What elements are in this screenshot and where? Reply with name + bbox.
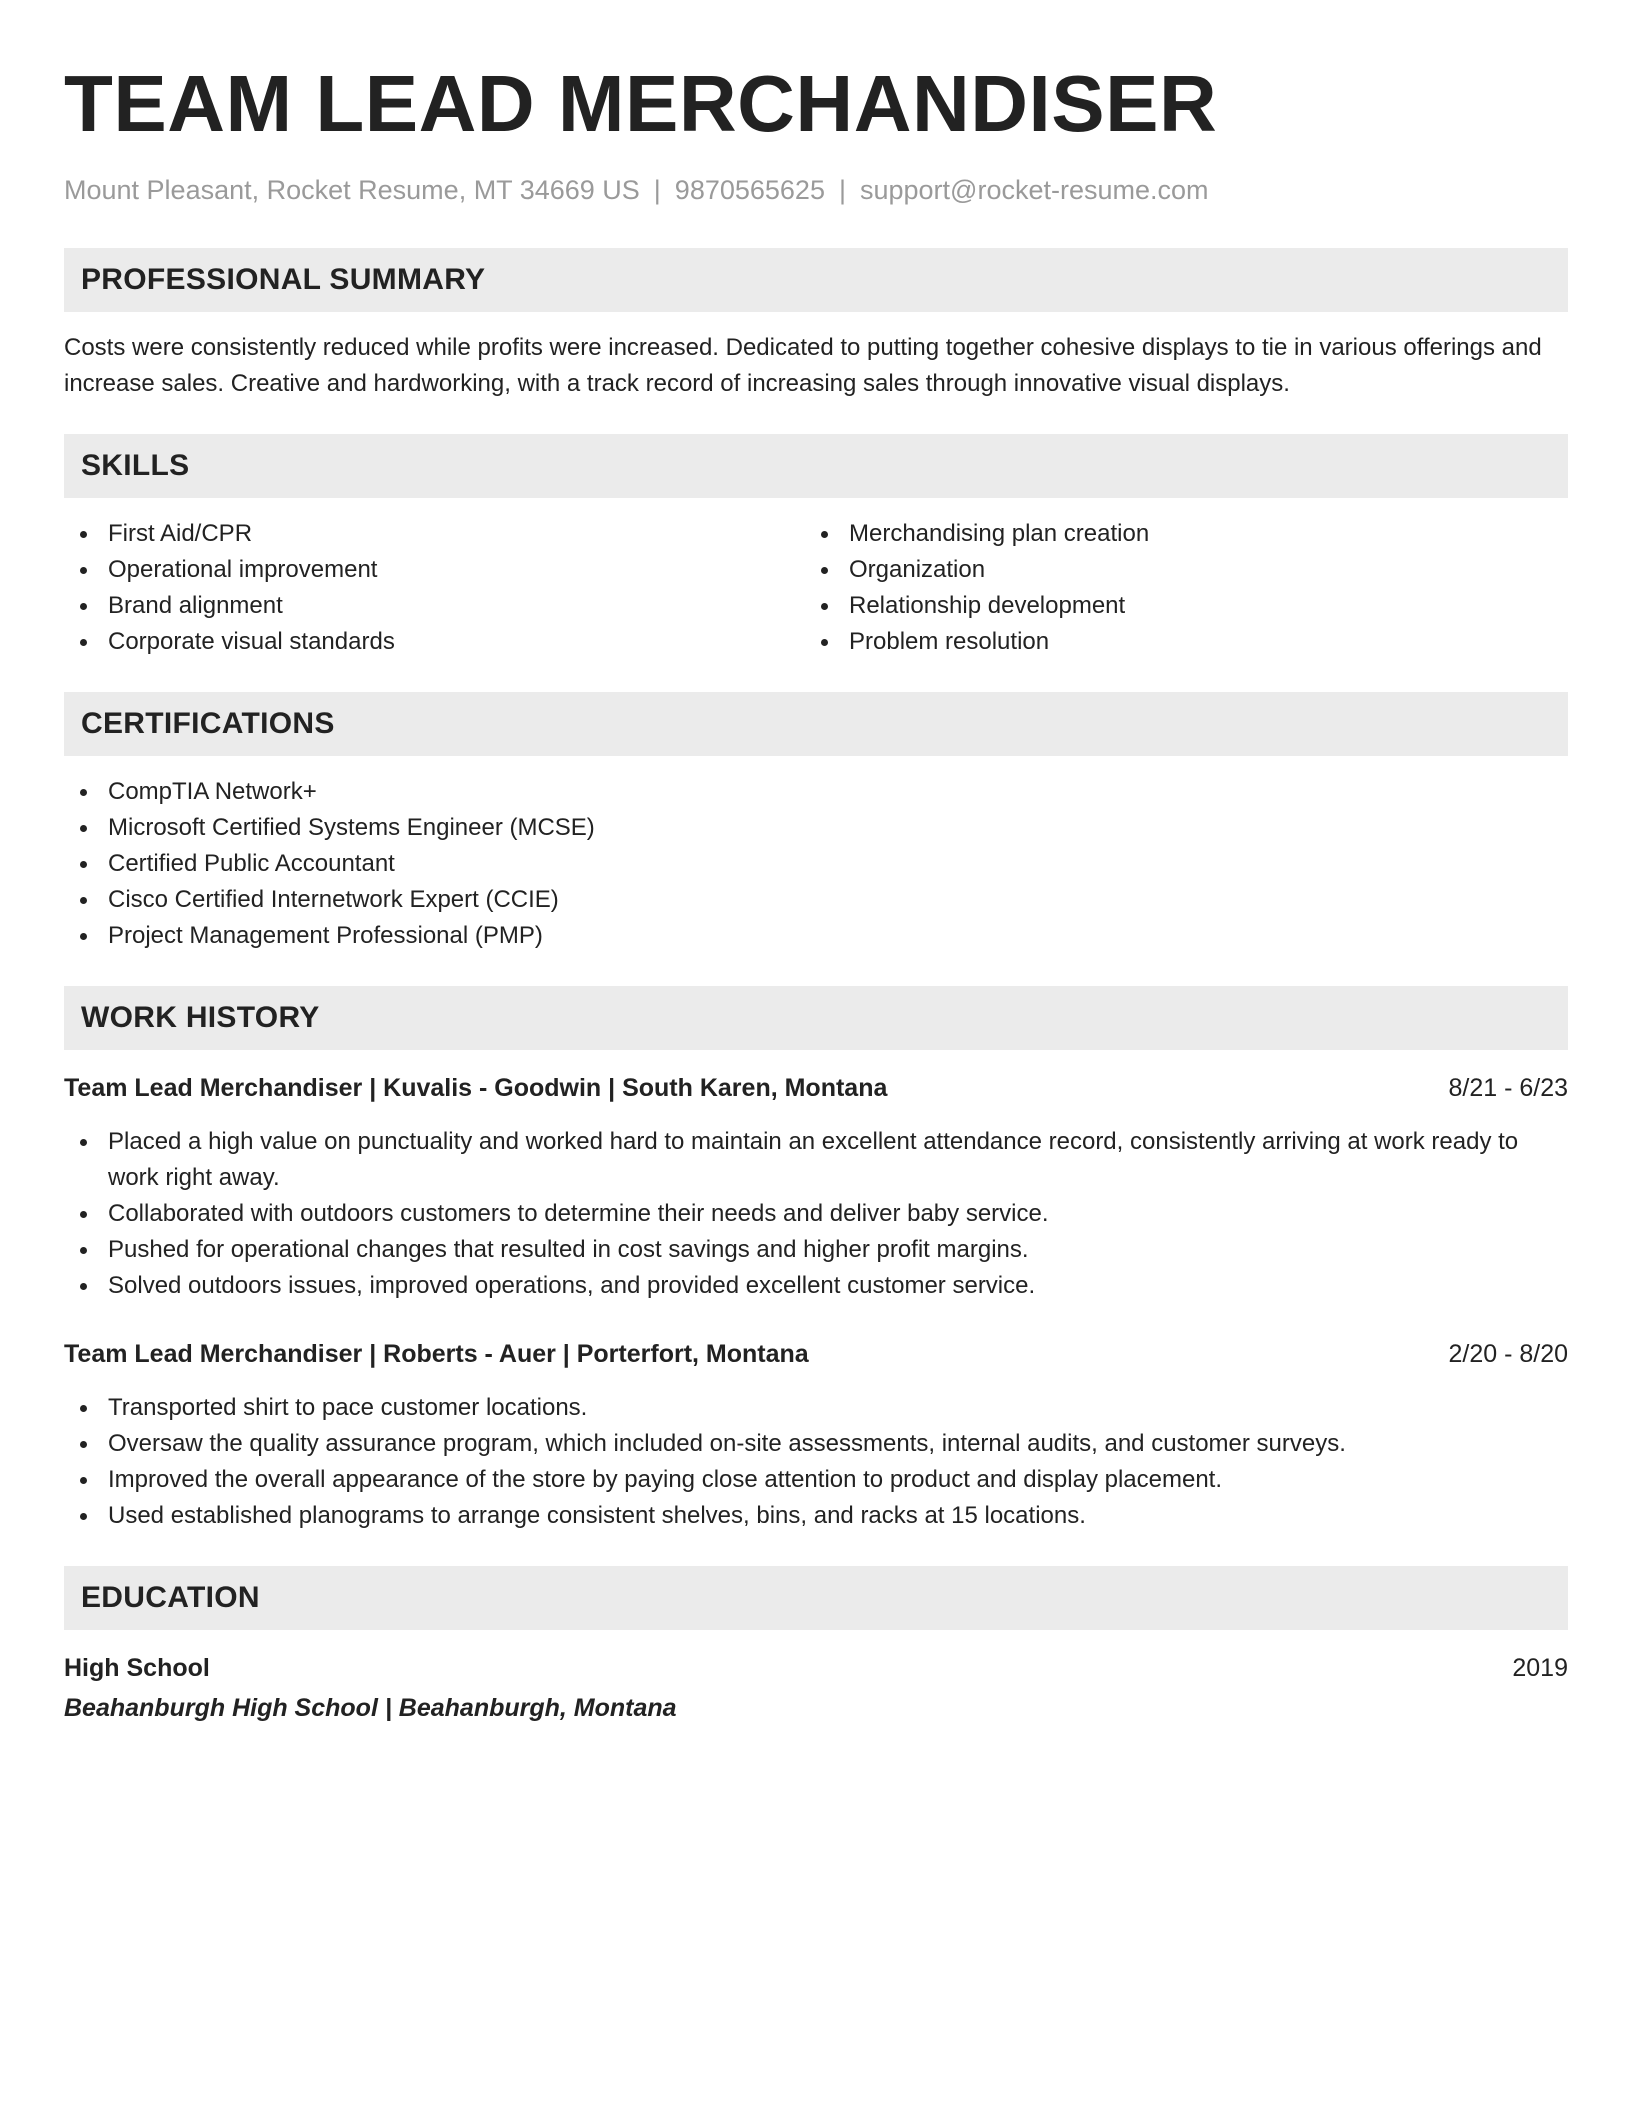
summary-text: Costs were consistently reduced while profits were increased. Dedicated to putting together cohesive displays to tie in various offerings and increase sales. Creative and hardworking, with a track record of increasing sales through innovative visual displays. xyxy=(64,334,1542,397)
contact-separator: | xyxy=(653,175,661,205)
job-bullet: Collaborated with outdoors customers to determine their needs and deliver baby service. xyxy=(64,1196,1568,1232)
job-bullet: Pushed for operational changes that resulted in cost savings and higher profit margins. xyxy=(64,1232,1568,1268)
contact-separator: | xyxy=(838,175,846,205)
job-bullets xyxy=(64,1124,1568,1304)
contact-line xyxy=(64,172,1568,208)
skills-right-list xyxy=(805,516,1546,660)
certification-item: CompTIA Network+ xyxy=(64,774,1568,810)
education-heading: EDUCATION xyxy=(64,1566,1568,1630)
work-history-heading: WORK HISTORY xyxy=(64,986,1568,1050)
job-dates: 8/21 - 6/23 xyxy=(1448,1074,1568,1102)
job-bullet: Transported shirt to pace customer locations. xyxy=(64,1390,1568,1426)
job-title: Team Lead Merchandiser | Kuvalis - Goodwin | South Karen, Montana xyxy=(64,1074,888,1102)
skill-item: Relationship development xyxy=(805,588,1546,624)
contact-phone: 9870565625 xyxy=(674,175,825,205)
education-header xyxy=(64,1650,1568,1686)
job-entry xyxy=(64,1070,1568,1304)
job-bullet: Placed a high value on punctuality and worked hard to maintain an excellent attendance record, consistently arriving at work ready to work right away. xyxy=(64,1124,1568,1196)
job-header xyxy=(64,1070,1568,1106)
certifications-list xyxy=(64,774,1568,954)
skill-item: Merchandising plan creation xyxy=(805,516,1546,552)
certification-item: Cisco Certified Internetwork Expert (CCIE) xyxy=(64,882,1568,918)
skill-item: Problem resolution xyxy=(805,624,1546,660)
skills-grid xyxy=(64,516,1568,660)
certification-item: Certified Public Accountant xyxy=(64,846,1568,882)
certifications-heading: CERTIFICATIONS xyxy=(64,692,1568,756)
skills-heading: SKILLS xyxy=(64,434,1568,498)
summary-section xyxy=(64,248,1568,402)
skill-item: Brand alignment xyxy=(64,588,805,624)
candidate-name: TEAM LEAD MERCHANDISER xyxy=(64,59,1218,148)
job-title: Team Lead Merchandiser | Roberts - Auer | Porterfort, Montana xyxy=(64,1340,809,1368)
work-history-section xyxy=(64,986,1568,1534)
education-school: Beahanburgh High School | Beahanburgh, Montana xyxy=(64,1694,677,1722)
job-bullet: Oversaw the quality assurance program, which included on-site assessments, internal audits, and customer surveys. xyxy=(64,1426,1568,1462)
skills-left-list xyxy=(64,516,805,660)
skill-item: First Aid/CPR xyxy=(64,516,805,552)
job-bullets xyxy=(64,1390,1568,1534)
certification-item: Microsoft Certified Systems Engineer (MCSE) xyxy=(64,810,1568,846)
certifications-section xyxy=(64,692,1568,954)
education-degree: High School xyxy=(64,1654,210,1682)
skills-section xyxy=(64,434,1568,660)
job-bullet: Solved outdoors issues, improved operations, and provided excellent customer service. xyxy=(64,1268,1568,1304)
summary-heading: PROFESSIONAL SUMMARY xyxy=(64,248,1568,312)
job-dates: 2/20 - 8/20 xyxy=(1448,1340,1568,1368)
job-bullet: Improved the overall appearance of the store by paying close attention to product and display placement. xyxy=(64,1462,1568,1498)
certification-item: Project Management Professional (PMP) xyxy=(64,918,1568,954)
skill-item: Operational improvement xyxy=(64,552,805,588)
job-header xyxy=(64,1336,1568,1372)
education-section xyxy=(64,1566,1568,1726)
skill-item: Organization xyxy=(805,552,1546,588)
job-bullet: Used established planograms to arrange consistent shelves, bins, and racks at 15 locations. xyxy=(64,1498,1568,1534)
skill-item: Corporate visual standards xyxy=(64,624,805,660)
contact-address: Mount Pleasant, Rocket Resume, MT 34669 US xyxy=(64,175,640,205)
contact-email: support@rocket-resume.com xyxy=(859,175,1209,205)
education-year: 2019 xyxy=(1512,1654,1568,1682)
job-entry xyxy=(64,1336,1568,1534)
